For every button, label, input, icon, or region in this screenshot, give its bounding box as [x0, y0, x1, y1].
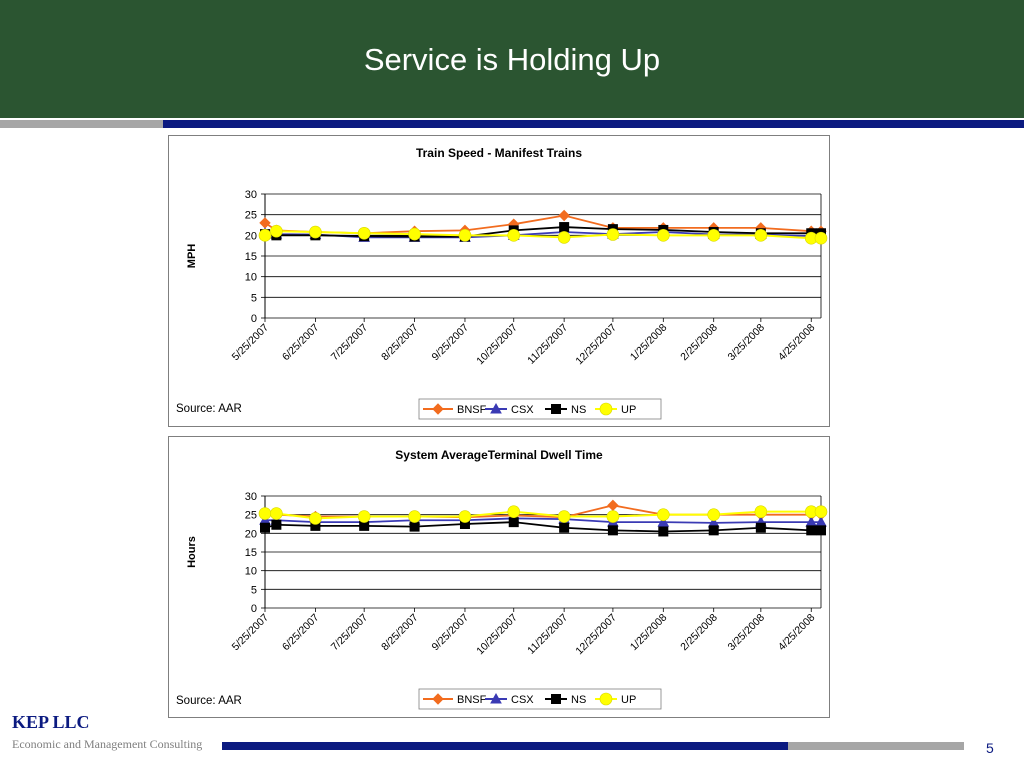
- data-point-up: [558, 511, 570, 523]
- y-tick-label: 30: [244, 189, 257, 201]
- data-point-bnsf: [260, 218, 270, 228]
- legend-marker-ns: [551, 694, 561, 704]
- legend-label-bnsf: BNSF: [457, 694, 487, 706]
- x-tick-label: 3/25/2008: [725, 611, 767, 654]
- x-tick-label: 2/25/2008: [678, 321, 720, 364]
- legend: [419, 689, 661, 709]
- series-line-bnsf: [265, 215, 821, 233]
- data-point-bnsf: [608, 500, 618, 510]
- chart-title: Train Speed - Manifest Trains: [415, 146, 583, 160]
- data-point-up: [309, 512, 321, 524]
- dwell-time-chart-svg: [169, 437, 829, 717]
- data-point-up: [815, 232, 827, 244]
- x-tick-label: 10/25/2007: [474, 321, 520, 368]
- data-point-up: [508, 506, 520, 518]
- x-tick-label: 9/25/2007: [429, 611, 472, 654]
- legend-label-ns: NS: [571, 404, 587, 416]
- x-tick-label: 7/25/2007: [328, 611, 371, 654]
- y-tick-label: 10: [244, 271, 257, 284]
- data-point-up: [657, 509, 669, 521]
- x-tick-label: 9/25/2007: [429, 321, 472, 364]
- x-tick-label: 11/25/2007: [525, 321, 571, 367]
- x-tick-label: 5/25/2007: [229, 321, 272, 364]
- data-point-ns: [756, 523, 766, 533]
- data-point-ns: [559, 222, 569, 232]
- data-point-ns: [816, 525, 826, 535]
- data-point-bnsf: [559, 210, 569, 220]
- data-point-up: [558, 231, 570, 243]
- legend-marker-ns: [551, 404, 561, 414]
- source-note: Source: AAR: [176, 403, 242, 415]
- data-point-up: [607, 229, 619, 241]
- x-tick-label: 7/25/2007: [328, 321, 371, 364]
- x-tick-label: 12/25/2007: [573, 611, 620, 658]
- top-navy-rule: [163, 120, 1024, 128]
- y-tick-label: 15: [244, 547, 257, 559]
- x-tick-label: 11/25/2007: [525, 611, 571, 657]
- legend-label-csx: CSX: [511, 404, 534, 416]
- legend-label-csx: CSX: [511, 694, 534, 706]
- page-number: 5: [986, 740, 994, 756]
- y-tick-label: 15: [244, 251, 257, 263]
- data-point-up: [309, 226, 321, 238]
- legend-label-up: UP: [621, 694, 637, 706]
- chart-title: System AverageTerminal Dwell Time: [395, 448, 603, 462]
- data-point-ns: [509, 517, 519, 527]
- x-tick-label: 6/25/2007: [279, 611, 322, 654]
- data-point-up: [708, 509, 720, 521]
- x-tick-label: 5/25/2007: [229, 611, 272, 654]
- x-tick-label: 8/25/2007: [379, 321, 421, 364]
- data-point-ns: [709, 525, 719, 535]
- y-tick-label: 5: [250, 584, 257, 597]
- data-point-ns: [559, 523, 569, 533]
- data-point-up: [358, 511, 370, 523]
- bottom-navy-rule: [222, 742, 788, 750]
- x-tick-label: 1/25/2008: [627, 611, 670, 654]
- x-tick-label: 1/25/2008: [627, 321, 670, 364]
- company-logo: KEP LLC: [12, 712, 90, 732]
- dwell-time-chart: [168, 436, 830, 718]
- y-tick-label: 20: [244, 528, 257, 541]
- legend: [419, 399, 661, 419]
- data-point-up: [607, 511, 619, 523]
- data-point-up: [459, 229, 471, 241]
- data-point-up: [755, 506, 767, 518]
- train-speed-chart: [168, 135, 830, 427]
- data-point-ns: [271, 520, 281, 530]
- x-tick-label: 4/25/2008: [775, 321, 818, 364]
- data-point-up: [409, 228, 421, 240]
- slide-title: Service is Holding Up: [363, 42, 661, 77]
- x-tick-label: 6/25/2007: [279, 321, 322, 364]
- y-tick-label: 25: [244, 209, 257, 222]
- data-point-up: [708, 229, 720, 241]
- series-line-csx: [265, 518, 821, 522]
- y-tick-label: 5: [250, 292, 257, 305]
- x-tick-label: 3/25/2008: [725, 321, 767, 364]
- data-point-up: [508, 229, 520, 241]
- legend-label-bnsf: BNSF: [457, 404, 487, 416]
- data-point-ns: [608, 525, 618, 535]
- y-tick-label: 0: [250, 603, 257, 615]
- data-point-ns: [658, 526, 668, 536]
- data-point-up: [815, 506, 827, 518]
- x-tick-label: 8/25/2007: [379, 611, 421, 654]
- x-tick-label: 12/25/2007: [573, 321, 620, 368]
- y-tick-label: 30: [244, 491, 257, 503]
- y-tick-label: 0: [250, 313, 257, 325]
- y-axis-label: Hours: [186, 536, 198, 568]
- y-axis-label: MPH: [186, 243, 198, 269]
- series-line-ns: [265, 522, 821, 531]
- data-point-up: [657, 229, 669, 241]
- legend-marker-up: [600, 693, 612, 705]
- data-point-ns: [260, 523, 270, 533]
- source-note: Source: AAR: [176, 695, 242, 707]
- data-point-up: [259, 508, 271, 520]
- header-banner: [0, 0, 1024, 118]
- data-point-up: [409, 511, 421, 523]
- x-tick-label: 2/25/2008: [678, 611, 720, 654]
- y-tick-label: 25: [244, 509, 257, 522]
- y-tick-label: 20: [244, 230, 257, 243]
- train-speed-chart-svg: [169, 136, 829, 426]
- company-tagline: Economic and Management Consulting: [12, 737, 203, 751]
- bottom-grey-rule: [788, 742, 964, 750]
- data-point-up: [270, 225, 282, 237]
- data-point-up: [259, 229, 271, 241]
- top-grey-rule: [0, 120, 163, 128]
- data-point-up: [358, 227, 370, 239]
- data-point-up: [270, 508, 282, 520]
- data-point-up: [459, 511, 471, 523]
- data-point-ns: [410, 522, 420, 532]
- data-point-up: [755, 229, 767, 241]
- x-tick-label: 4/25/2008: [775, 611, 818, 654]
- x-tick-label: 10/25/2007: [474, 611, 520, 658]
- legend-label-up: UP: [621, 404, 637, 416]
- y-tick-label: 10: [244, 565, 257, 578]
- data-point-ns: [806, 525, 816, 535]
- legend-label-ns: NS: [571, 694, 587, 706]
- legend-marker-up: [600, 403, 612, 415]
